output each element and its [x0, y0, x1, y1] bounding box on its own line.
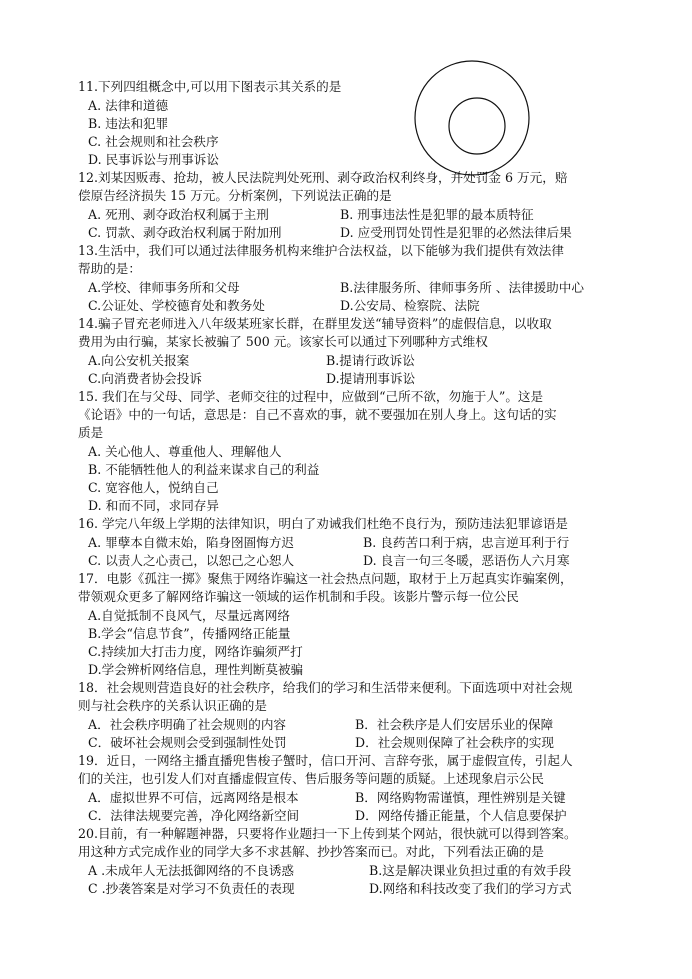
question-14-stem-line-2: 费用为由行骗，某家长被骗了 500 元。该家长可以通过下列哪种方式维权 — [78, 334, 488, 349]
question-20-option-c: C .抄袭答案是对学习不负责任的表现 — [88, 881, 295, 896]
question-17-option-d: D.学会辨析网络信息，理性判断莫被骗 — [88, 662, 304, 677]
concentric-circles-diagram — [412, 58, 532, 178]
question-15-stem-line-1: 15. 我们在与父母、同学、老师交往的过程中，应做到“己所不欲，勿施于人”。这是 — [78, 389, 544, 404]
question-18-option-b: B．社会秩序是人们安居乐业的保障 — [355, 717, 554, 732]
question-16-stem: 16. 学完八年级上学期的法律知识，明白了劝诫我们杜绝不良行为，预防违法犯罪谚语是 — [78, 516, 569, 531]
question-15-option-d: D. 和而不同，求同存异 — [88, 498, 219, 513]
question-14-option-d: D.提请刑事诉讼 — [326, 371, 416, 386]
question-16-option-b: B. 良药苦口利于病，忠言逆耳利于行 — [363, 535, 570, 550]
question-12-option-b: B. 刑事违法性是犯罪的最本质特征 — [340, 207, 534, 222]
question-16-option-d: D. 良言一句三冬暖，恶语伤人六月寒 — [363, 553, 570, 568]
question-18-option-a: A．社会秩序明确了社会规则的内容 — [88, 717, 287, 732]
question-14-stem-line-1: 14.骗子冒充老师进入八年级某班家长群，在群里发送“辅导资料”的虚假信息，以收取 — [78, 316, 552, 331]
outer-circle — [415, 61, 529, 175]
question-13-stem-line-2: 帮助的是： — [78, 261, 141, 276]
question-15-stem-line-3: 质是 — [78, 425, 104, 440]
question-18-option-d: D．社会规则保障了社会秩序的实现 — [355, 735, 555, 750]
question-12-stem-line-2: 偿原告经济损失 15 万元。分析案例，下列说法正确的是 — [78, 188, 392, 203]
question-12-option-d: D. 应受刑罚处罚性是犯罪的必然法律后果 — [340, 225, 572, 240]
question-13-stem-line-1: 13.生活中，我们可以通过法律服务机构来维护合法权益，以下能够为我们提供有效法律 — [78, 243, 564, 258]
question-17-option-c: C.持续加大打击力度，网络诈骗须严打 — [88, 644, 303, 659]
question-19-stem-line-2: 们的关注，也引发人们对直播虚假宣传、售后服务等问题的质疑。上述现象启示公民 — [78, 771, 544, 786]
question-12-stem-line-1: 12.刘某因贩毒、抢劫，被人民法院判处死刑、剥夺政治权利终身，并处罚金 6 万元，赔 — [78, 170, 568, 185]
question-11-option-d: D. 民事诉讼与刑事诉讼 — [88, 152, 219, 167]
question-15-stem-line-2: 《论语》中的一句话，意思是：自己不喜欢的事，就不要强加在别人身上。这句话的实 — [78, 407, 557, 422]
question-11-option-b: B. 违法和犯罪 — [88, 116, 169, 131]
question-11-stem: 11.下列四组概念中,可以用下图表示其关系的是 — [78, 79, 342, 94]
question-19-option-b: B．网络购物需谨慎，理性辨别是关键 — [355, 790, 566, 805]
question-12-option-a: A. 死刑、剥夺政治权利属于主刑 — [88, 207, 269, 222]
question-19-option-a: A．虚拟世界不可信，远离网络是根本 — [88, 790, 299, 805]
question-18-stem-line-1: 18．社会规则营造良好的社会秩序，给我们的学习和生活带来便利。下面选项中对社会规 — [78, 680, 573, 695]
question-15-option-b: B. 不能牺牲他人的利益来谋求自己的利益 — [88, 462, 320, 477]
question-19-stem-line-1: 19．近日，一网络主播直播兜售梭子蟹时，信口开河、言辞夸张，属于虚假宣传，引起人 — [78, 753, 573, 768]
question-17-option-b: B.学会“信息节食”，传播网络正能量 — [88, 626, 291, 641]
question-20-option-b: B.这是解决课业负担过重的有效手段 — [369, 863, 572, 878]
question-19-option-c: C．法律法规要完善，净化网络新空间 — [88, 808, 300, 823]
question-16-option-a: A. 罪孽本自微末始，陷身囹圄悔方迟 — [88, 535, 295, 550]
question-18-stem-line-2: 则与社会秩序的关系认识正确的是 — [78, 698, 267, 713]
question-20-stem-line-1: 20.目前，有一种解题神器，只要将作业题扫一下上传到某个网站，很快就可以得到答案。 — [78, 826, 577, 841]
question-17-stem-line-2: 带领观众更多了解网络诈骗这一领域的运作机制和手段。该影片警示每一位公民 — [78, 589, 519, 604]
question-16-option-c: C. 以责人之心责己，以恕己之心恕人 — [88, 553, 295, 568]
question-13-option-c: C.公证处、学校德育处和教务处 — [88, 298, 265, 313]
question-19-option-d: D．网络传播正能量，个人信息要保护 — [355, 808, 567, 823]
inner-circle — [449, 98, 505, 154]
question-14-option-b: B.提请行政诉讼 — [326, 353, 415, 368]
question-14-option-c: C.向消费者协会投诉 — [88, 371, 202, 386]
question-17-option-a: A.自觉抵制不良风气，尽量远离网络 — [88, 608, 291, 623]
question-15-option-c: C. 宽容他人，悦纳自己 — [88, 480, 219, 495]
question-17-stem-line-1: 17．电影《孤注一掷》聚焦于网络诈骗这一社会热点问题，取材于上万起真实诈骗案例， — [78, 571, 573, 586]
question-12-option-c: C. 罚款、剥夺政治权利属于附加刑 — [88, 225, 282, 240]
question-20-option-d: D.网络和科技改变了我们的学习方式 — [369, 881, 572, 896]
question-13-option-d: D.公安局、检察院、法院 — [340, 298, 480, 313]
question-11-option-c: C. 社会规则和社会秩序 — [88, 134, 219, 149]
question-20-stem-line-2: 用这种方式完成作业的同学大多不求甚解、抄抄答案而已。对此，下列看法正确的是 — [78, 844, 544, 859]
question-15-option-a: A. 关心他人、尊重他人、理解他人 — [88, 444, 282, 459]
question-13-option-a: A.学校、律师事务所和父母 — [88, 280, 240, 295]
question-11-option-a: A. 法律和道德 — [88, 98, 169, 113]
question-14-option-a: A.向公安机关报案 — [88, 353, 190, 368]
question-13-option-b: B.法律服务所、律师事务所 、法律援助中心 — [340, 280, 584, 295]
question-18-option-c: C．破坏社会规则会受到强制性处罚 — [88, 735, 287, 750]
question-20-option-a: A .未成年人无法抵御网络的不良诱惑 — [88, 863, 295, 878]
